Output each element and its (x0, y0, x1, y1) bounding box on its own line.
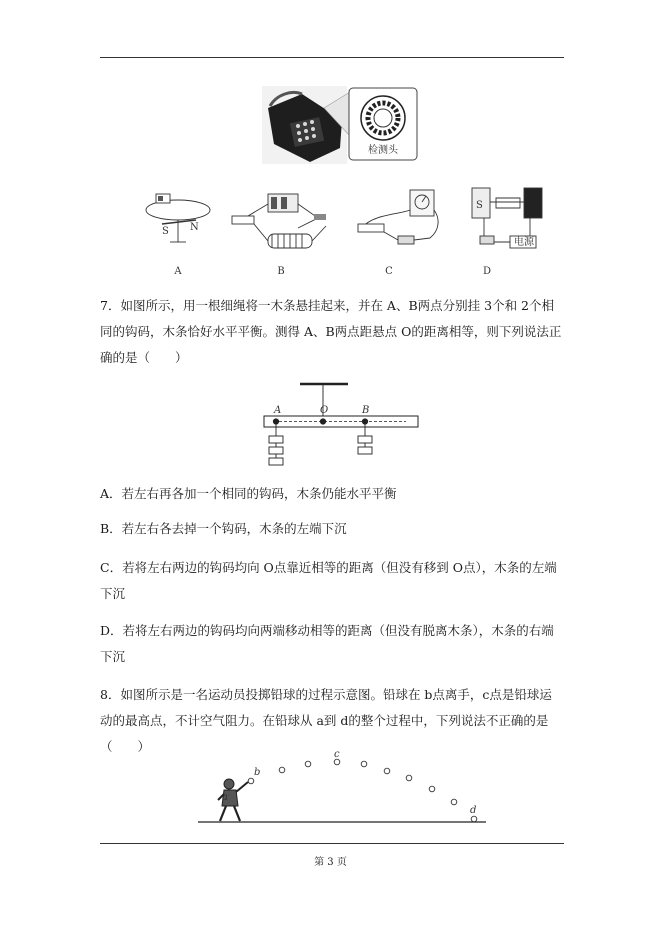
shot-put-figure (196, 748, 488, 824)
meter-device-image (262, 86, 347, 164)
detector-head-callout (349, 88, 417, 160)
trajectory-label-b: b (254, 767, 261, 778)
option-label-d: D (482, 266, 492, 277)
question-7-option-d: D．若将左右两边的钩码均向两端移动相等的距离（但没有脱离木条），木条的右端下沉 (100, 623, 554, 664)
option-label-a: A (174, 266, 182, 277)
figure-b (232, 194, 326, 248)
detector-figure (262, 86, 420, 164)
option-label-c: C (385, 266, 393, 277)
figure-d (472, 188, 542, 248)
svg-text:S: S (476, 200, 483, 211)
question-7-option-a: A．若左右再各加一个相同的钩码，木条仍能水平平衡 (100, 486, 397, 501)
question-8-stem: 8．如图所示是一名运动员投掷铅球的过程示意图。铅球在 b点离手，c点是铅球运动的最高点，不计空气阻力。在铅球从 a到 d的整个过程中，下列说法不正确的是（ ） (100, 687, 552, 754)
lever-label-a: A (274, 405, 282, 416)
page-number: 第 3 页 (314, 857, 347, 868)
question-7-option-b: B．若左右各去掉一个钩码，木条的左端下沉 (100, 521, 347, 536)
lever-label-o: O (320, 405, 329, 416)
figure-a (146, 194, 210, 242)
right-weights (358, 436, 372, 454)
header-rule (100, 57, 564, 58)
trajectory-label-a: a (222, 792, 228, 803)
footer-rule (100, 843, 564, 844)
question-7-option-c: C．若将左右两边的钩码均向 O点靠近相等的距离（但没有移到 O点），木条的左端下沉 (100, 560, 557, 601)
magnet-s-label: S (162, 226, 169, 237)
figure-c (358, 190, 438, 244)
magnet-n-label: N (190, 222, 199, 233)
trajectory-label-c: c (334, 749, 340, 760)
question-7-stem: 7．如图所示，用一根细绳将一木条悬挂起来，并在 A、B两点分别挂 3个和 2个相同的钩码，木条恰好水平平衡。测得 A、B两点距悬点 O的距离相等，则下列说法正确的是（ ） (100, 298, 562, 365)
power-box-label: 电源 (514, 237, 534, 248)
trajectory-label-d: d (470, 805, 477, 816)
circuit-options-figure (140, 184, 550, 278)
left-weights (269, 436, 283, 465)
lever-label-b: B (362, 405, 370, 416)
lever-figure (262, 381, 422, 467)
shot-put-trajectory (248, 759, 477, 822)
callout-label: 检测头 (368, 145, 398, 156)
option-label-b: B (277, 266, 285, 277)
